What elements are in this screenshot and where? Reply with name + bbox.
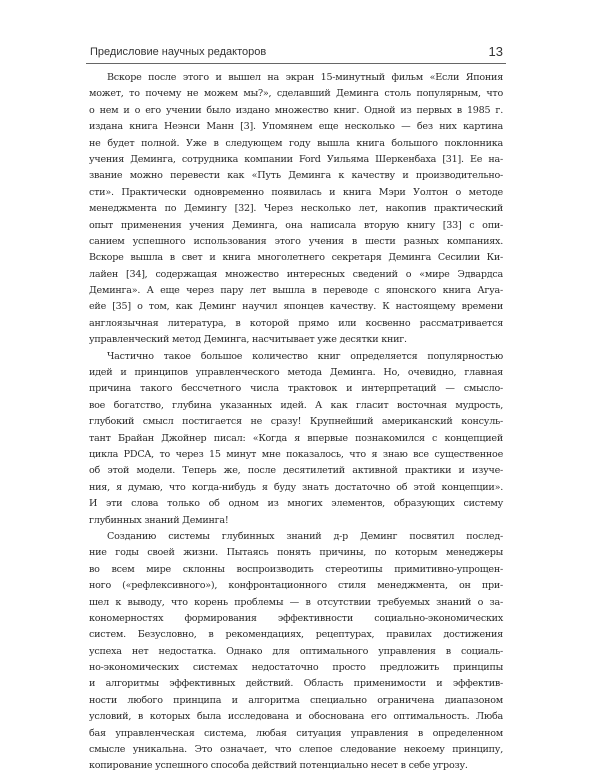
text-line: тант Брайан Джойнер писал: «Когда я впервые познакомился с концепцией [89, 432, 503, 444]
text-line: опыт применения учения Деминга, она написала вторую книгу [33] с опи- [89, 219, 503, 231]
text-line: И эти слова только об одном из многих элементов, образующих систему [89, 498, 503, 510]
text-line: ейе [35] о том, как Деминг научил японцев качеству. К настоящему времени [89, 301, 503, 313]
paragraph [89, 529, 503, 775]
text-line: глубинных знаний Деминга! [89, 514, 229, 526]
text-line: шел к выводу, что корень проблемы — в отсутствии требуемых знаний о за- [89, 596, 503, 608]
text-line: смысле уникальна. Это означает, что слепое следование некоему принципу, [89, 744, 503, 756]
text-line: не будет полной. Уже в следующем году вышла книга большого поклонника [89, 137, 503, 149]
text-line: ного («рефлексивного»), конфронтационного стиля менеджмента, он при- [89, 580, 503, 592]
paragraph [89, 70, 503, 349]
body-text [89, 70, 503, 775]
text-line: управленческий метод Деминга, насчитывает уже десятки книг. [89, 334, 407, 346]
text-line: систем. Безусловно, в рекомендациях, рецептурах, правилах достижения [89, 629, 503, 641]
text-line: о нем и о его учении было издано множество книг. Одной из первых в 1985 г. [89, 104, 503, 116]
text-line: во всем мире склонны воспроизводить стереотипы примитивно-упрощен- [89, 563, 503, 575]
paragraph [89, 349, 503, 529]
page-number: 13 [488, 44, 503, 59]
text-line: звание можно перевести как «Путь Деминга к качеству и производительно- [89, 170, 503, 182]
text-line: успеха нет недостатка. Однако для оптимального управления в социаль- [89, 645, 503, 657]
text-line: глубокий смысл постигается не сразу! Крупнейший американский консуль- [89, 416, 503, 428]
text-line: издана книга Неэнси Манн [3]. Упомянем еще несколько — без них картина [89, 121, 503, 133]
text-line: но-экономических системах недостаточно просто предложить принципы [89, 662, 503, 674]
header-rule [86, 63, 506, 64]
text-line: цикла PDCA, то через 15 минут мне показалось, что я знаю все существенное [89, 448, 503, 460]
text-line: лайен [34], содержащая множество интересных сведений о «мире Эдвардса [89, 268, 503, 280]
text-line: может, то почему не можем мы?», сделавший Деминга столь популярным, что [89, 88, 503, 100]
text-line: санием успешного использования этого учения в шести разных компаниях. [89, 235, 503, 247]
text-line: учения Деминга, сотрудника компании Ford Уильяма Шеркенбаха [31]. Ее на- [89, 153, 503, 165]
text-line: бая управленческая система, любая ситуация управления в определенном [89, 727, 503, 739]
text-line: ности любого принципа и алгоритма специально ограничена диапазоном [89, 694, 503, 706]
text-line: сти». Практически одновременно появилась и книга Мэри Уолтон о методе [89, 186, 503, 198]
text-line: Деминга». А еще через пару лет вышла в переводе с японского книга Агуа- [89, 285, 503, 297]
text-line: и алгоритмы эффективных действий. Область применимости и эффектив- [89, 678, 503, 690]
text-line: Созданию системы глубинных знаний д-р Деминг посвятил послед- [107, 530, 503, 542]
text-line: Частично такое большое количество книг определяется популярностью [107, 350, 503, 362]
running-header [86, 44, 506, 62]
text-line: менеджмента по Демингу [32]. Через несколько лет, накопив практический [89, 203, 503, 215]
text-line: об этой модели. Теперь же, после десятилетий активной практики и изуче- [89, 465, 503, 477]
text-line: условий, в которых была исследована и обоснована его оптимальность. Люба [89, 711, 503, 723]
text-line: вое богатство, глубина указанных идей. А как гласит восточная мудрость, [89, 399, 503, 411]
text-line: ния, я думаю, что когда-нибудь я буду знать достаточно об этой концепции». [89, 481, 503, 493]
text-line: идей и принципов управленческого метода Деминга. Но, очевидно, главная [89, 367, 503, 379]
running-title: Предисловие научных редакторов [90, 46, 267, 58]
text-line: ние годы своей жизни. Пытаясь понять причины, по которым менеджеры [89, 547, 503, 559]
text-line: Вскоре после этого и вышел на экран 15-минутный фильм «Если Япония [107, 72, 503, 83]
text-line: англоязычная литература, в которой прямо или косвенно рассматривается [89, 317, 503, 329]
text-line: кономерностях формирования эффективности социально-экономических [89, 612, 503, 624]
text-line: копирование успешного способа действий потенциально несет в себе угрозу. [89, 760, 468, 772]
text-line: Вскоре вышла в свет и книга многолетнего секретаря Деминга Сесилии Ки- [89, 252, 503, 264]
text-line: причина такого бессчетного числа трактовок и интерпретаций — смысло- [89, 383, 503, 395]
